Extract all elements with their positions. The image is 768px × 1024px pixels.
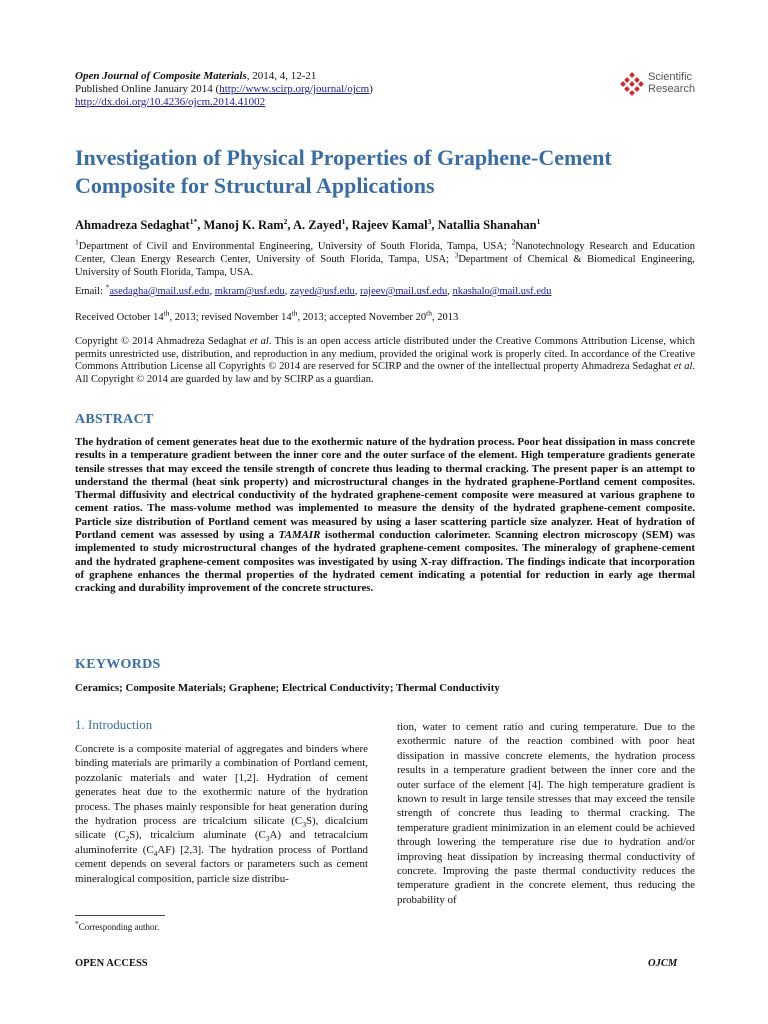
email-star: * bbox=[105, 282, 110, 292]
journal-url-link[interactable]: http://www.scirp.org/journal/ojcm bbox=[219, 83, 370, 95]
intro-column-right: tion, water to cement ratio and curing temperature. Due to the exothermic nature of the reaction combined with poor heat dissipation in massive concrete elements, the hydration process results in a temperature gradient between the inner core and the outer surface of the element [4]. The high temperature gradient is known to result in large tensile stresses that may exceed the tensile strength of concrete thus leading to thermal cracking. The temperature gradient minimization in an element could be achieved through lowering the temperature rise due to hydration and/or improving heat dissipation by increasing thermal conductivity of concrete. Improving the paste thermal conductivity reduces the temperature gradient in the concrete element, thus reducing the probability of bbox=[397, 721, 695, 906]
author-affiliation-marker: 2 bbox=[283, 216, 288, 226]
email-link[interactable]: nkashalo@mail.usf.edu bbox=[452, 286, 552, 297]
accepted-text: , 2013; accepted November 20 bbox=[297, 312, 427, 323]
abstract-text: The hydration of cement generates heat due to the exothermic nature of the hydration process. Poor heat dissipation in mass concrete results in a temperature gradient between the inner core and the outer surface of the element. High temperature gradients generate tensile stresses that may exceed the tensile strength of concrete thus leading to thermal cracking. The present paper is an attempt to understand the thermal (heat sink property) and microstructural changes in the hydrated graphene-Portland cement composites. Thermal diffusivity and electrical conductivity of the hydrated graphene-cement composite were measured at various graphene to cement ratios. The mass-volume method was implemented to measure the density of the hydrated graphene-cement composite. Particle size distribution of Portland cement was measured by using a laser scattering particle size analyzer. Heat of hydration of Portland cement was assessed by using a bbox=[75, 436, 695, 542]
abstract-text: isothermal conduction calorimeter. Scanning electron microscopy (SEM) was implemented to study microstructural changes of the hydrated graphene-cement composites. The mineralogy of graphene-cement and the hydrated graphene-cement composites was investigated by using X-ray diffraction. The findings indicate that incorporation of graphene enhances the thermal properties of the hydrated cement indicating a potential for reduction in early age thermal cracking and durability improvement of the concrete structures. bbox=[75, 529, 695, 595]
journal-title: Open Journal of Composite Materials bbox=[75, 70, 247, 82]
received-text: Received October 14 bbox=[75, 312, 164, 323]
footer-journal-abbrev: OJCM bbox=[648, 958, 678, 969]
revised-text: , 2013; revised November 14 bbox=[169, 312, 292, 323]
email-label: Email: bbox=[75, 286, 106, 297]
scientific-research-logo bbox=[620, 70, 700, 100]
abstract-heading: ABSTRACT bbox=[75, 412, 154, 427]
et-al: et al bbox=[249, 336, 269, 347]
keywords-heading: KEYWORDS bbox=[75, 657, 161, 672]
author-affiliation-marker: 1 bbox=[341, 216, 346, 226]
author: Natallia Shanahan bbox=[437, 218, 537, 232]
email-link[interactable]: zayed@usf.edu bbox=[289, 286, 355, 297]
author: A. Zayed bbox=[292, 218, 342, 232]
year-text: , 2013 bbox=[431, 312, 459, 323]
intro-text: S), tricalcium aluminate (C bbox=[129, 829, 266, 842]
logo-line2: Research bbox=[648, 83, 696, 95]
author: Ahmadreza Sedaghat bbox=[75, 218, 190, 232]
received-dates bbox=[75, 308, 695, 324]
intro-text: S), dicalcium silicate (C bbox=[75, 815, 369, 842]
tamair-term: TAMAIR bbox=[278, 529, 321, 542]
email-link[interactable]: rajeev@mail.usf.edu bbox=[360, 286, 448, 297]
published-prefix: Published Online January 2014 ( bbox=[75, 83, 220, 95]
article-title: Investigation of Physical Properties of Graphene-Cement Composite for Structural Applications bbox=[75, 145, 612, 198]
affiliation-2: Nanotechnology Research and Education Center, Clean Energy Research Center, University of South Florida, Tampa, USA; bbox=[75, 241, 695, 265]
et-al: et al bbox=[673, 361, 693, 372]
ordinal-suffix: th bbox=[291, 308, 298, 318]
author-affiliation-marker: 3 bbox=[427, 216, 432, 226]
intro-text: Concrete is a composite material of aggregates and binders where binding materials are primarily a combination of Portland cement, pozzolanic materials and water [1,2]. Hydration of cement generates heat due to the exothermic nature of the hydration process. The phases mainly responsible for heat generation during the hydration process are tricalcium silicate (C bbox=[75, 743, 368, 828]
doi-link[interactable]: http://dx.doi.org/10.4236/ojcm.2014.41002 bbox=[75, 96, 266, 108]
affiliation-marker: 3 bbox=[454, 250, 459, 260]
footnote-divider bbox=[75, 915, 165, 916]
affiliation-marker: 1 bbox=[75, 237, 79, 247]
intro-column-left bbox=[75, 742, 368, 886]
email-link[interactable]: mkram@usf.edu bbox=[214, 286, 285, 297]
intro-text: A) and tetracalcium aluminoferrite (C bbox=[75, 829, 368, 856]
copyright-text: Copyright © 2014 Ahmadreza Sedaghat bbox=[75, 336, 250, 347]
journal-citation: , 2014, 4, 12-21 bbox=[246, 70, 317, 82]
author-list: Ahmadreza Sedaghat$^{1*}$, Manoj K. Ram$^2$, A. Zayed$^1$, Rajeev Kamal$^3$, Natallia Shanahan$^1$ bbox=[75, 216, 541, 232]
subscript: 2 bbox=[125, 834, 130, 844]
doi-line bbox=[75, 96, 635, 109]
journal-citation-line bbox=[75, 70, 635, 83]
copyright-text: . All Copyright © 2014 are guarded by law and by SCIRP as a guardian. bbox=[75, 361, 696, 385]
published-suffix: ) bbox=[369, 83, 373, 95]
intro-text: AF) [2,3]. The hydration process of Portland cement depends on several factors or parameters such as cement mineralogical composition, particle size distribu- bbox=[75, 843, 368, 885]
subscript: 3 bbox=[302, 820, 306, 830]
journal-header bbox=[75, 70, 635, 109]
email-line: Email: *asedagha@mail.usf.edu, mkram@usf.edu, zayed@usf.edu, rajeev@mail.usf.edu, nkashalo@mail.usf.edu bbox=[75, 282, 552, 297]
keywords-list: Ceramics; Composite Materials; Graphene; Electrical Conductivity; Thermal Conductivity bbox=[75, 682, 500, 694]
ordinal-suffix: th bbox=[163, 308, 170, 318]
author-affiliation-marker: 1* bbox=[189, 216, 198, 226]
footnote-text: Corresponding author. bbox=[78, 922, 160, 932]
subscript: 4 bbox=[153, 849, 158, 859]
ordinal-suffix: th bbox=[426, 308, 432, 318]
footnote-marker: * bbox=[75, 919, 79, 928]
email-link[interactable]: asedagha@mail.usf.edu bbox=[109, 286, 210, 297]
copyright-notice bbox=[75, 336, 695, 386]
introduction-heading: 1. Introduction bbox=[75, 717, 153, 732]
logo-line1: Scientific bbox=[648, 71, 693, 83]
published-line bbox=[75, 83, 635, 96]
subscript: 3 bbox=[265, 834, 270, 844]
copyright-text: . This is an open access article distributed under the Creative Commons Attribution License, which permits unrestricted use, distribution, and reproduction in any medium, provided the original work is properly cited. In accordance of the Creative Commons Attribution License all Copyrights © 2014 are reserved for SCIRP and the owner of the intellectual property Ahmadreza Sedaghat bbox=[75, 336, 695, 372]
affiliation-marker: 2 bbox=[511, 237, 516, 247]
author-affiliation-marker: 1 bbox=[536, 216, 541, 226]
logo-wordmark bbox=[648, 71, 695, 95]
affiliations bbox=[75, 237, 695, 279]
affiliation-1: Department of Civil and Environmental Engineering, University of South Florida, Tampa, USA; bbox=[78, 241, 512, 252]
abstract-body bbox=[75, 436, 695, 596]
footnote bbox=[75, 919, 160, 932]
author: Manoj K. Ram bbox=[203, 218, 284, 232]
scirp-logo-icon bbox=[620, 72, 644, 96]
author: Rajeev Kamal bbox=[351, 218, 428, 232]
affiliation-3: Department of Chemical & Biomedical Engineering, University of South Florida, Tampa, USA. bbox=[75, 253, 695, 278]
footer-open-access: OPEN ACCESS bbox=[75, 958, 148, 969]
